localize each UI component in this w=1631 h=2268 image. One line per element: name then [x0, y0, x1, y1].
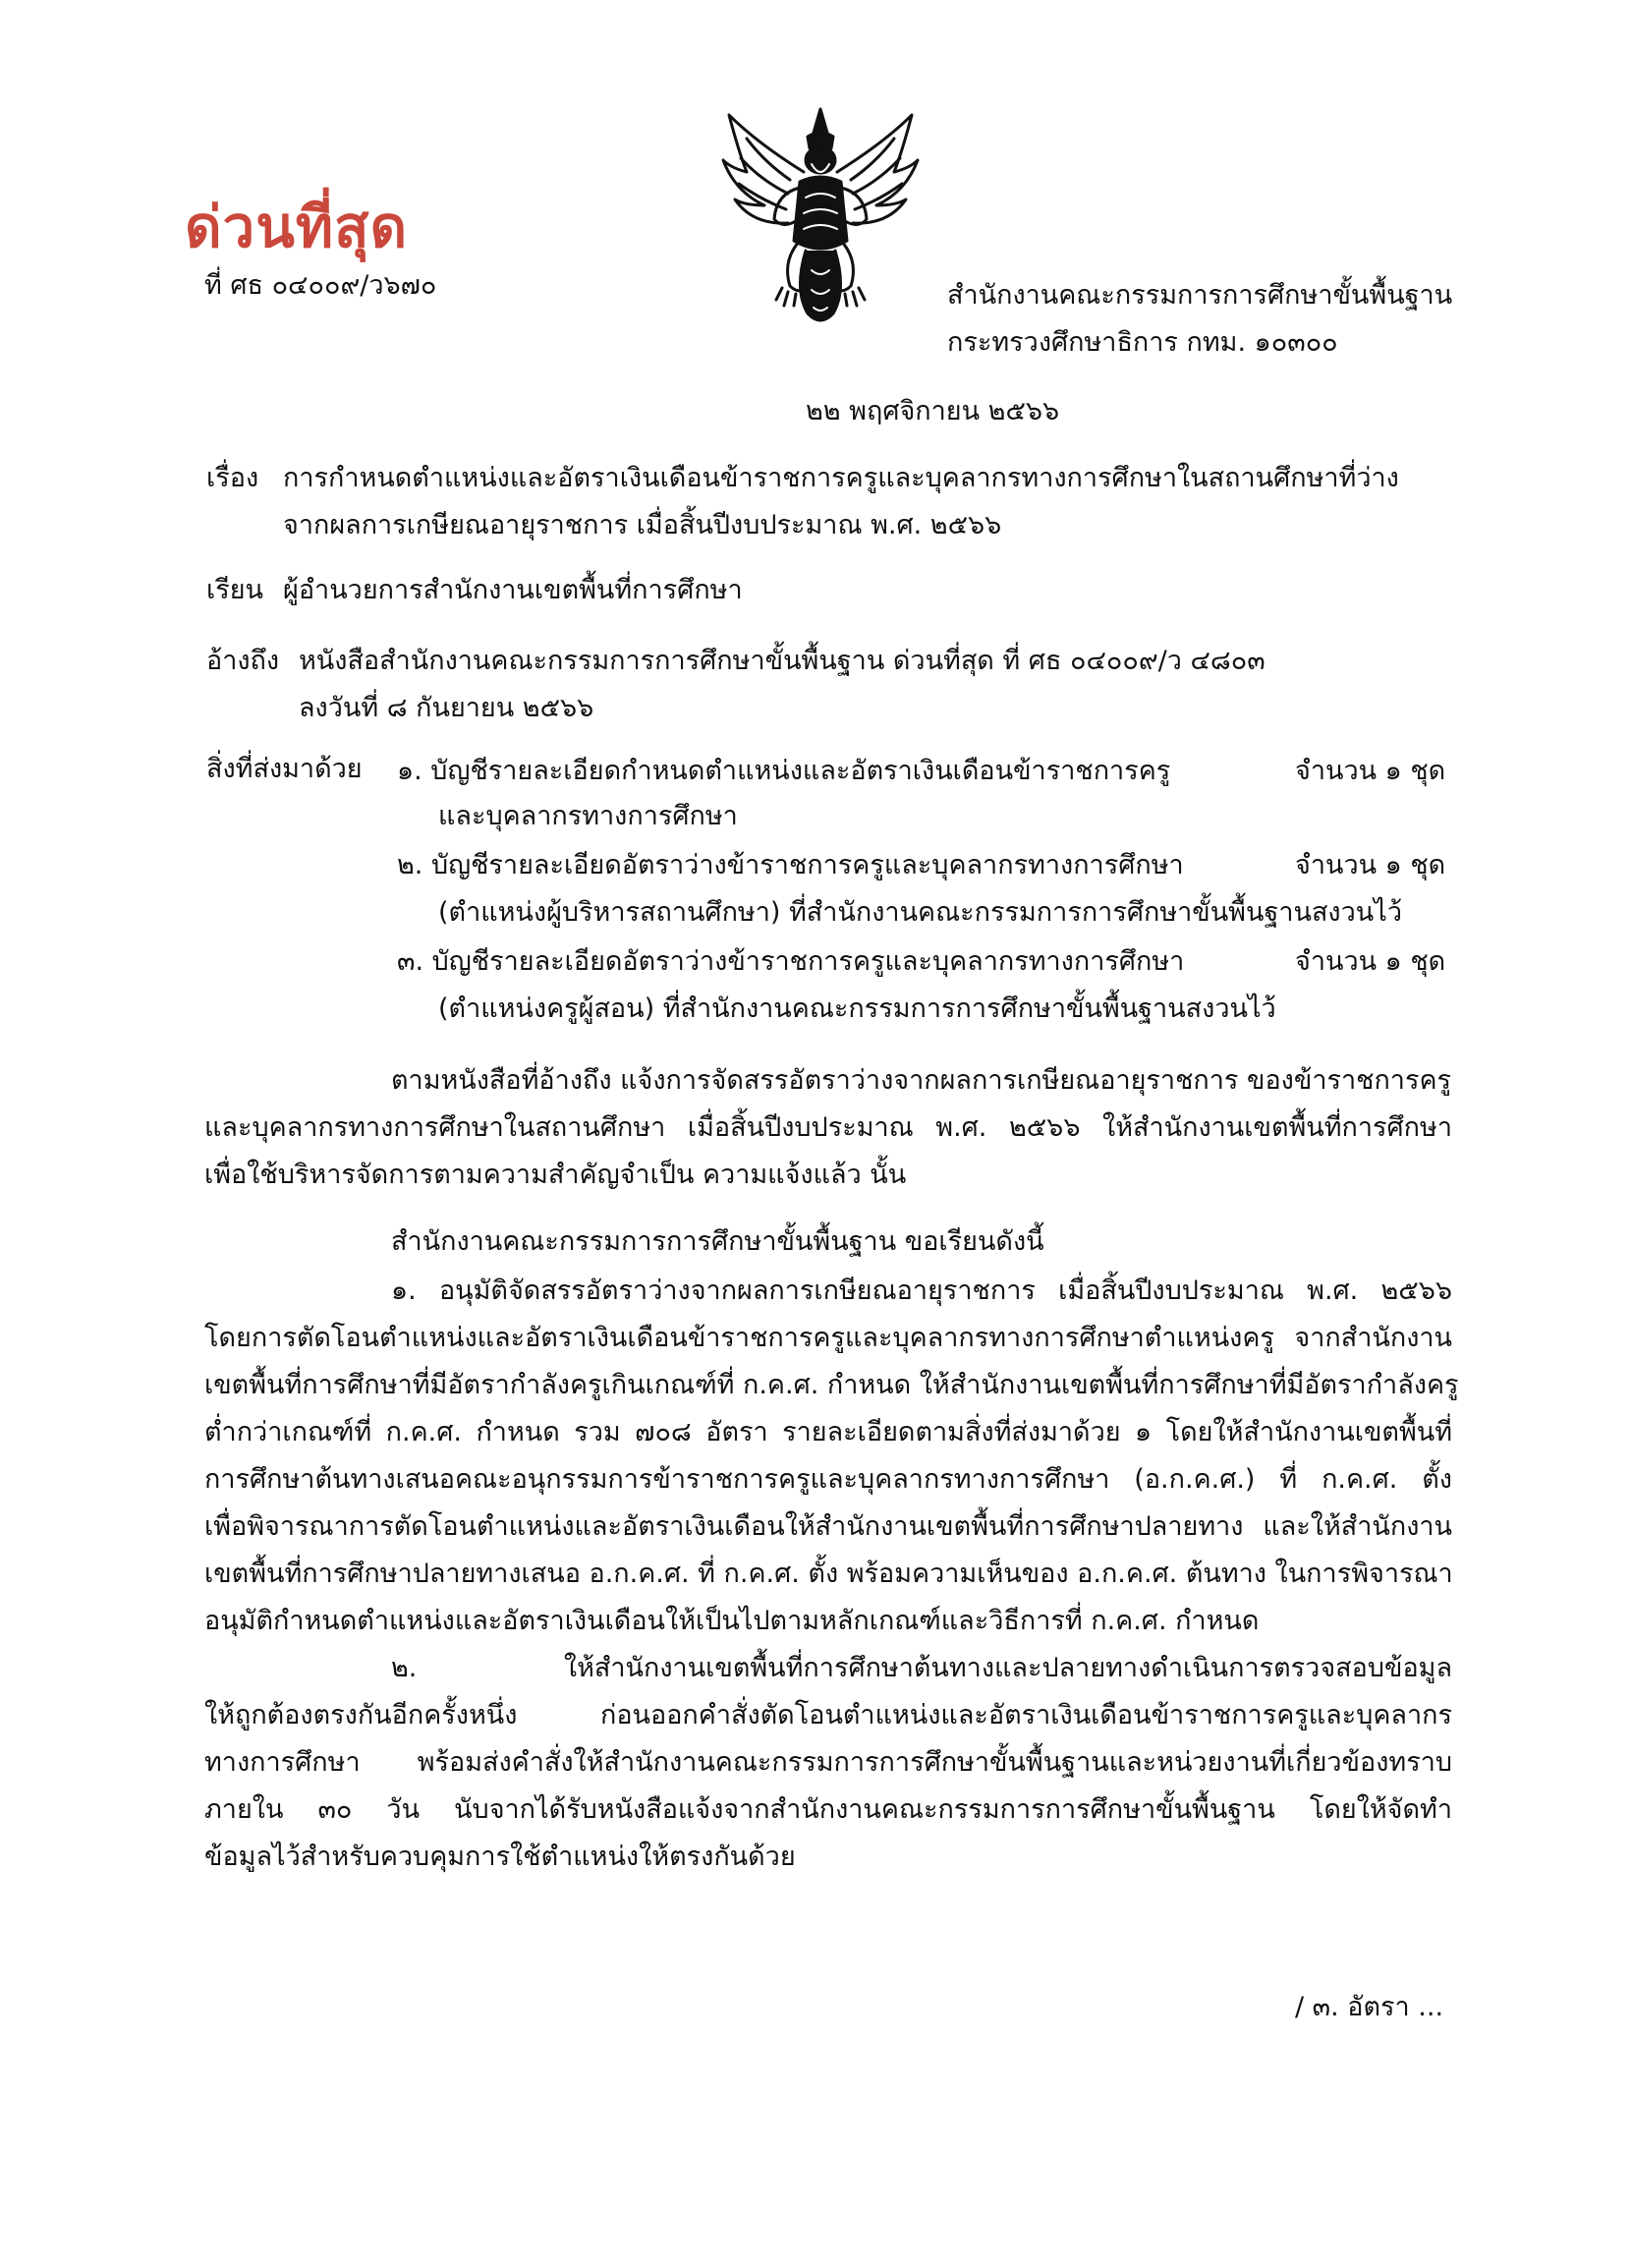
point-1-line-6: เพื่อพิจารณาการตัดโอนตำแหน่งและอัตราเงินเดือนให้สำนักงานเขตพื้นที่การศึกษาปลายทาง และให้สำนักงาน [204, 1511, 1452, 1542]
intro-line-1: ตามหนังสือที่อ้างถึง แจ้งการจัดสรรอัตราว่างจากผลการเกษียณอายุราชการ ของข้าราชการครู [391, 1065, 1452, 1096]
enclosures-label: สิ่งที่ส่งมาด้วย [206, 754, 363, 784]
point-1-line-2: โดยการตัดโอนตำแหน่งและอัตราเงินเดือนข้าราชการครูและบุคลากรทางการศึกษาตำแหน่งครู จากสำนักงาน [204, 1323, 1452, 1353]
point-2-line-5: ข้อมูลไว้สำหรับควบคุมการใช้ตำแหน่งให้ตรงกันด้วย [204, 1842, 796, 1872]
point-2-line-2: ให้ถูกต้องตรงกันอีกครั้งหนึ่ง ก่อนออกคำสั่งตัดโอนตำแหน่งและอัตราเงินเดือนข้าราชการครูและบุคลากร [204, 1700, 1452, 1730]
recipient-value: ผู้อำนวยการสำนักงานเขตพื้นที่การศึกษา [283, 575, 743, 605]
reference-label: อ้างถึง [206, 646, 280, 676]
enclosure-3-count: จำนวน ๑ ชุด [1295, 946, 1446, 977]
garuda-emblem-icon [717, 103, 924, 331]
reference-line-2: ลงวันที่ ๘ กันยายน ๒๕๖๖ [299, 693, 594, 723]
enclosure-2-line-1: ๒. บัญชีรายละเอียดอัตราว่างข้าราชการครูและบุคลากรทางการศึกษา [397, 850, 1184, 880]
enclosure-1-count: จำนวน ๑ ชุด [1295, 756, 1446, 786]
intro-line-3: เพื่อใช้บริหารจัดการตามความสำคัญจำเป็น ความแจ้งแล้ว นั้น [204, 1160, 907, 1190]
point-2-line-1: ๒. ให้สำนักงานเขตพื้นที่การศึกษาต้นทางและปลายทางดำเนินการตรวจสอบข้อมูล [391, 1653, 1452, 1683]
urgency-stamp: ด่วนที่สุด [185, 194, 409, 260]
point-2-line-4: ภายใน ๓๐ วัน นับจากได้รับหนังสือแจ้งจากสำนักงานคณะกรรมการการศึกษาขั้นพื้นฐาน โดยให้จัดทำ [204, 1794, 1452, 1825]
point-1-line-3: เขตพื้นที่การศึกษาที่มีอัตรากำลังครูเกินเกณฑ์ที่ ก.ค.ศ. กำหนด ให้สำนักงานเขตพื้นที่การศึกษาที่มีอัตรากำลังครู [204, 1370, 1459, 1400]
subject-line-2: จากผลการเกษียณอายุราชการ เมื่อสิ้นปีงบประมาณ พ.ศ. ๒๕๖๖ [283, 510, 1002, 540]
agency-address: กระทรวงศึกษาธิการ กทม. ๑๐๓๐๐ [947, 327, 1338, 358]
enclosure-1-line-2: และบุคลากรทางการศึกษา [438, 801, 738, 831]
subject-line-1: การกำหนดตำแหน่งและอัตราเงินเดือนข้าราชการครูและบุคลากรทางการศึกษาในสถานศึกษาที่ว่าง [283, 463, 1399, 493]
subject-label: เรื่อง [206, 463, 259, 493]
enclosure-2-line-2: (ตำแหน่งผู้บริหารสถานศึกษา) ที่สำนักงานคณะกรรมการการศึกษาขั้นพื้นฐานสงวนไว้ [438, 897, 1402, 928]
continuation-marker: / ๓. อัตรา ... [1295, 1992, 1444, 2022]
enclosure-1-line-1: ๑. บัญชีรายละเอียดกำหนดตำแหน่งและอัตราเงินเดือนข้าราชการครู [397, 756, 1171, 786]
point-2-line-3: ทางการศึกษา พร้อมส่งคำสั่งให้สำนักงานคณะกรรมการการศึกษาขั้นพื้นฐานและหน่วยงานที่เกี่ยวข้องทราบ [204, 1747, 1452, 1778]
enclosure-3-line-2: (ตำแหน่งครูผู้สอน) ที่สำนักงานคณะกรรมการการศึกษาขั้นพื้นฐานสงวนไว้ [438, 993, 1276, 1024]
point-1-line-7: เขตพื้นที่การศึกษาปลายทางเสนอ อ.ก.ค.ศ. ที่ ก.ค.ศ. ตั้ง พร้อมความเห็นของ อ.ก.ค.ศ. ต้นทาง ในการพิจารณา [204, 1559, 1453, 1589]
recipient-label: เรียน [206, 575, 264, 605]
point-1-line-8: อนุมัติกำหนดตำแหน่งและอัตราเงินเดือนให้เป็นไปตามหลักเกณฑ์และวิธีการที่ ก.ค.ศ. กำหนด [204, 1606, 1260, 1636]
agency-name: สำนักงานคณะกรรมการการศึกษาขั้นพื้นฐาน [947, 280, 1453, 311]
point-1-line-4: ต่ำกว่าเกณฑ์ที่ ก.ค.ศ. กำหนด รวม ๗๐๘ อัตรา รายละเอียดตามสิ่งที่ส่งมาด้วย ๑ โดยให้สำนักงานเขตพื้นที่ [204, 1417, 1452, 1447]
point-1-line-1: ๑. อนุมัติจัดสรรอัตราว่างจากผลการเกษียณอายุราชการ เมื่อสิ้นปีงบประมาณ พ.ศ. ๒๕๖๖ [391, 1276, 1452, 1306]
reference-number: ที่ ศธ ๐๔๐๐๙/ว๖๗๐ [204, 270, 437, 301]
announce-line: สำนักงานคณะกรรมการการศึกษาขั้นพื้นฐาน ขอเรียนดังนี้ [391, 1226, 1044, 1257]
enclosure-2-count: จำนวน ๑ ชุด [1295, 850, 1446, 880]
enclosure-3-line-1: ๓. บัญชีรายละเอียดอัตราว่างข้าราชการครูและบุคลากรทางการศึกษา [397, 946, 1185, 977]
reference-line-1: หนังสือสำนักงานคณะกรรมการการศึกษาขั้นพื้นฐาน ด่วนที่สุด ที่ ศธ ๐๔๐๐๙/ว ๔๘๐๓ [299, 646, 1265, 676]
intro-line-2: และบุคลากรทางการศึกษาในสถานศึกษา เมื่อสิ้นปีงบประมาณ พ.ศ. ๒๕๖๖ ให้สำนักงานเขตพื้นที่การศึกษา [204, 1112, 1452, 1143]
point-1-line-5: การศึกษาต้นทางเสนอคณะอนุกรรมการข้าราชการครูและบุคลากรทางการศึกษา (อ.ก.ค.ศ.) ที่ ก.ค.ศ. ตั้ง [204, 1464, 1452, 1495]
letter-date: ๒๒ พฤศจิกายน ๒๕๖๖ [806, 396, 1060, 426]
